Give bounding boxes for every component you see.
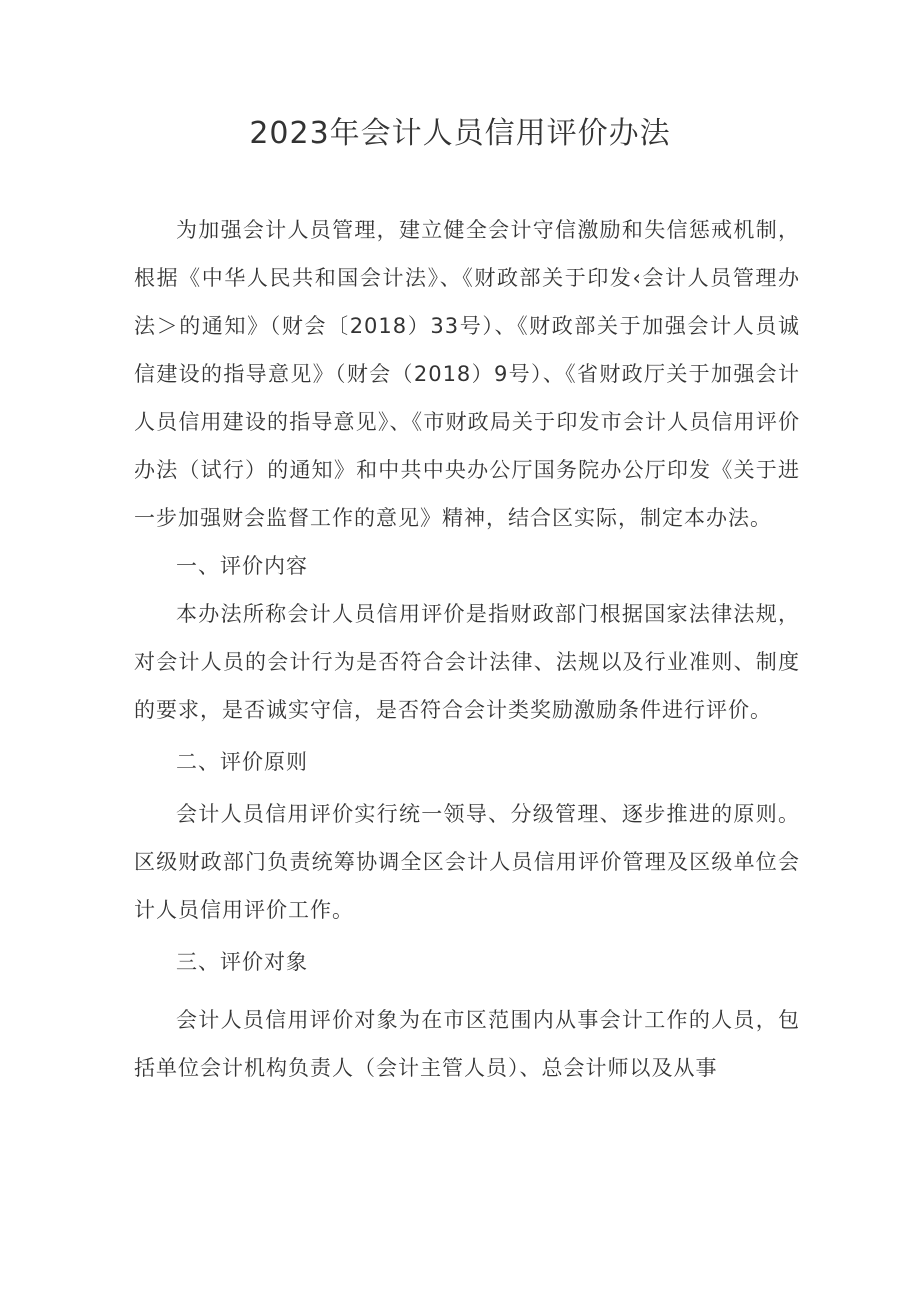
section-text-targets: 会计人员信用评价对象为在市区范围内从事会计工作的人员，包括单位会计机构负责人（会计主管人员）、总会计师以及从事 [134,1008,800,1080]
section-heading-content: 一、评价内容 [176,554,308,578]
section-heading-principles: 二、评价原则 [176,750,308,774]
section-text-content: 本办法所称会计人员信用评价是指财政部门根据国家法律法规，对会计人员的会计行为是否符合会计法律、法规以及行业准则、制度的要求，是否诚实守信，是否符合会计类奖励激励条件进行评价。 [134,602,800,722]
intro-paragraph: 为加强会计人员管理，建立健全会计守信激励和失信惩戒机制，根据《中华人民共和国会计法》、《财政部关于印发‹会计人员管理办法＞的通知》（财会〔2018）33号）、《财政部关于加强会计人员诚信建设的指导意见》（财会（2018）9号）、《省财政厅关于加强会计人员信用建设的指导意见》、《市财政局关于印发市会计人员信用评价办法（试行）的通知》和中共中央办公厅国务院办公厅印发《关于进一步加强财会监督工作的意见》精神，结合区实际，制定本办法。 [134,218,800,530]
document-body [134,206,800,1092]
section-heading-targets: 三、评价对象 [176,950,308,974]
document-title: 2023年会计人员信用评价办法 [249,116,671,151]
section-text-principles: 会计人员信用评价实行统一领导、分级管理、逐步推进的原则。区级财政部门负责统筹协调全区会计人员信用评价管理及区级单位会计人员信用评价工作。 [134,802,800,922]
